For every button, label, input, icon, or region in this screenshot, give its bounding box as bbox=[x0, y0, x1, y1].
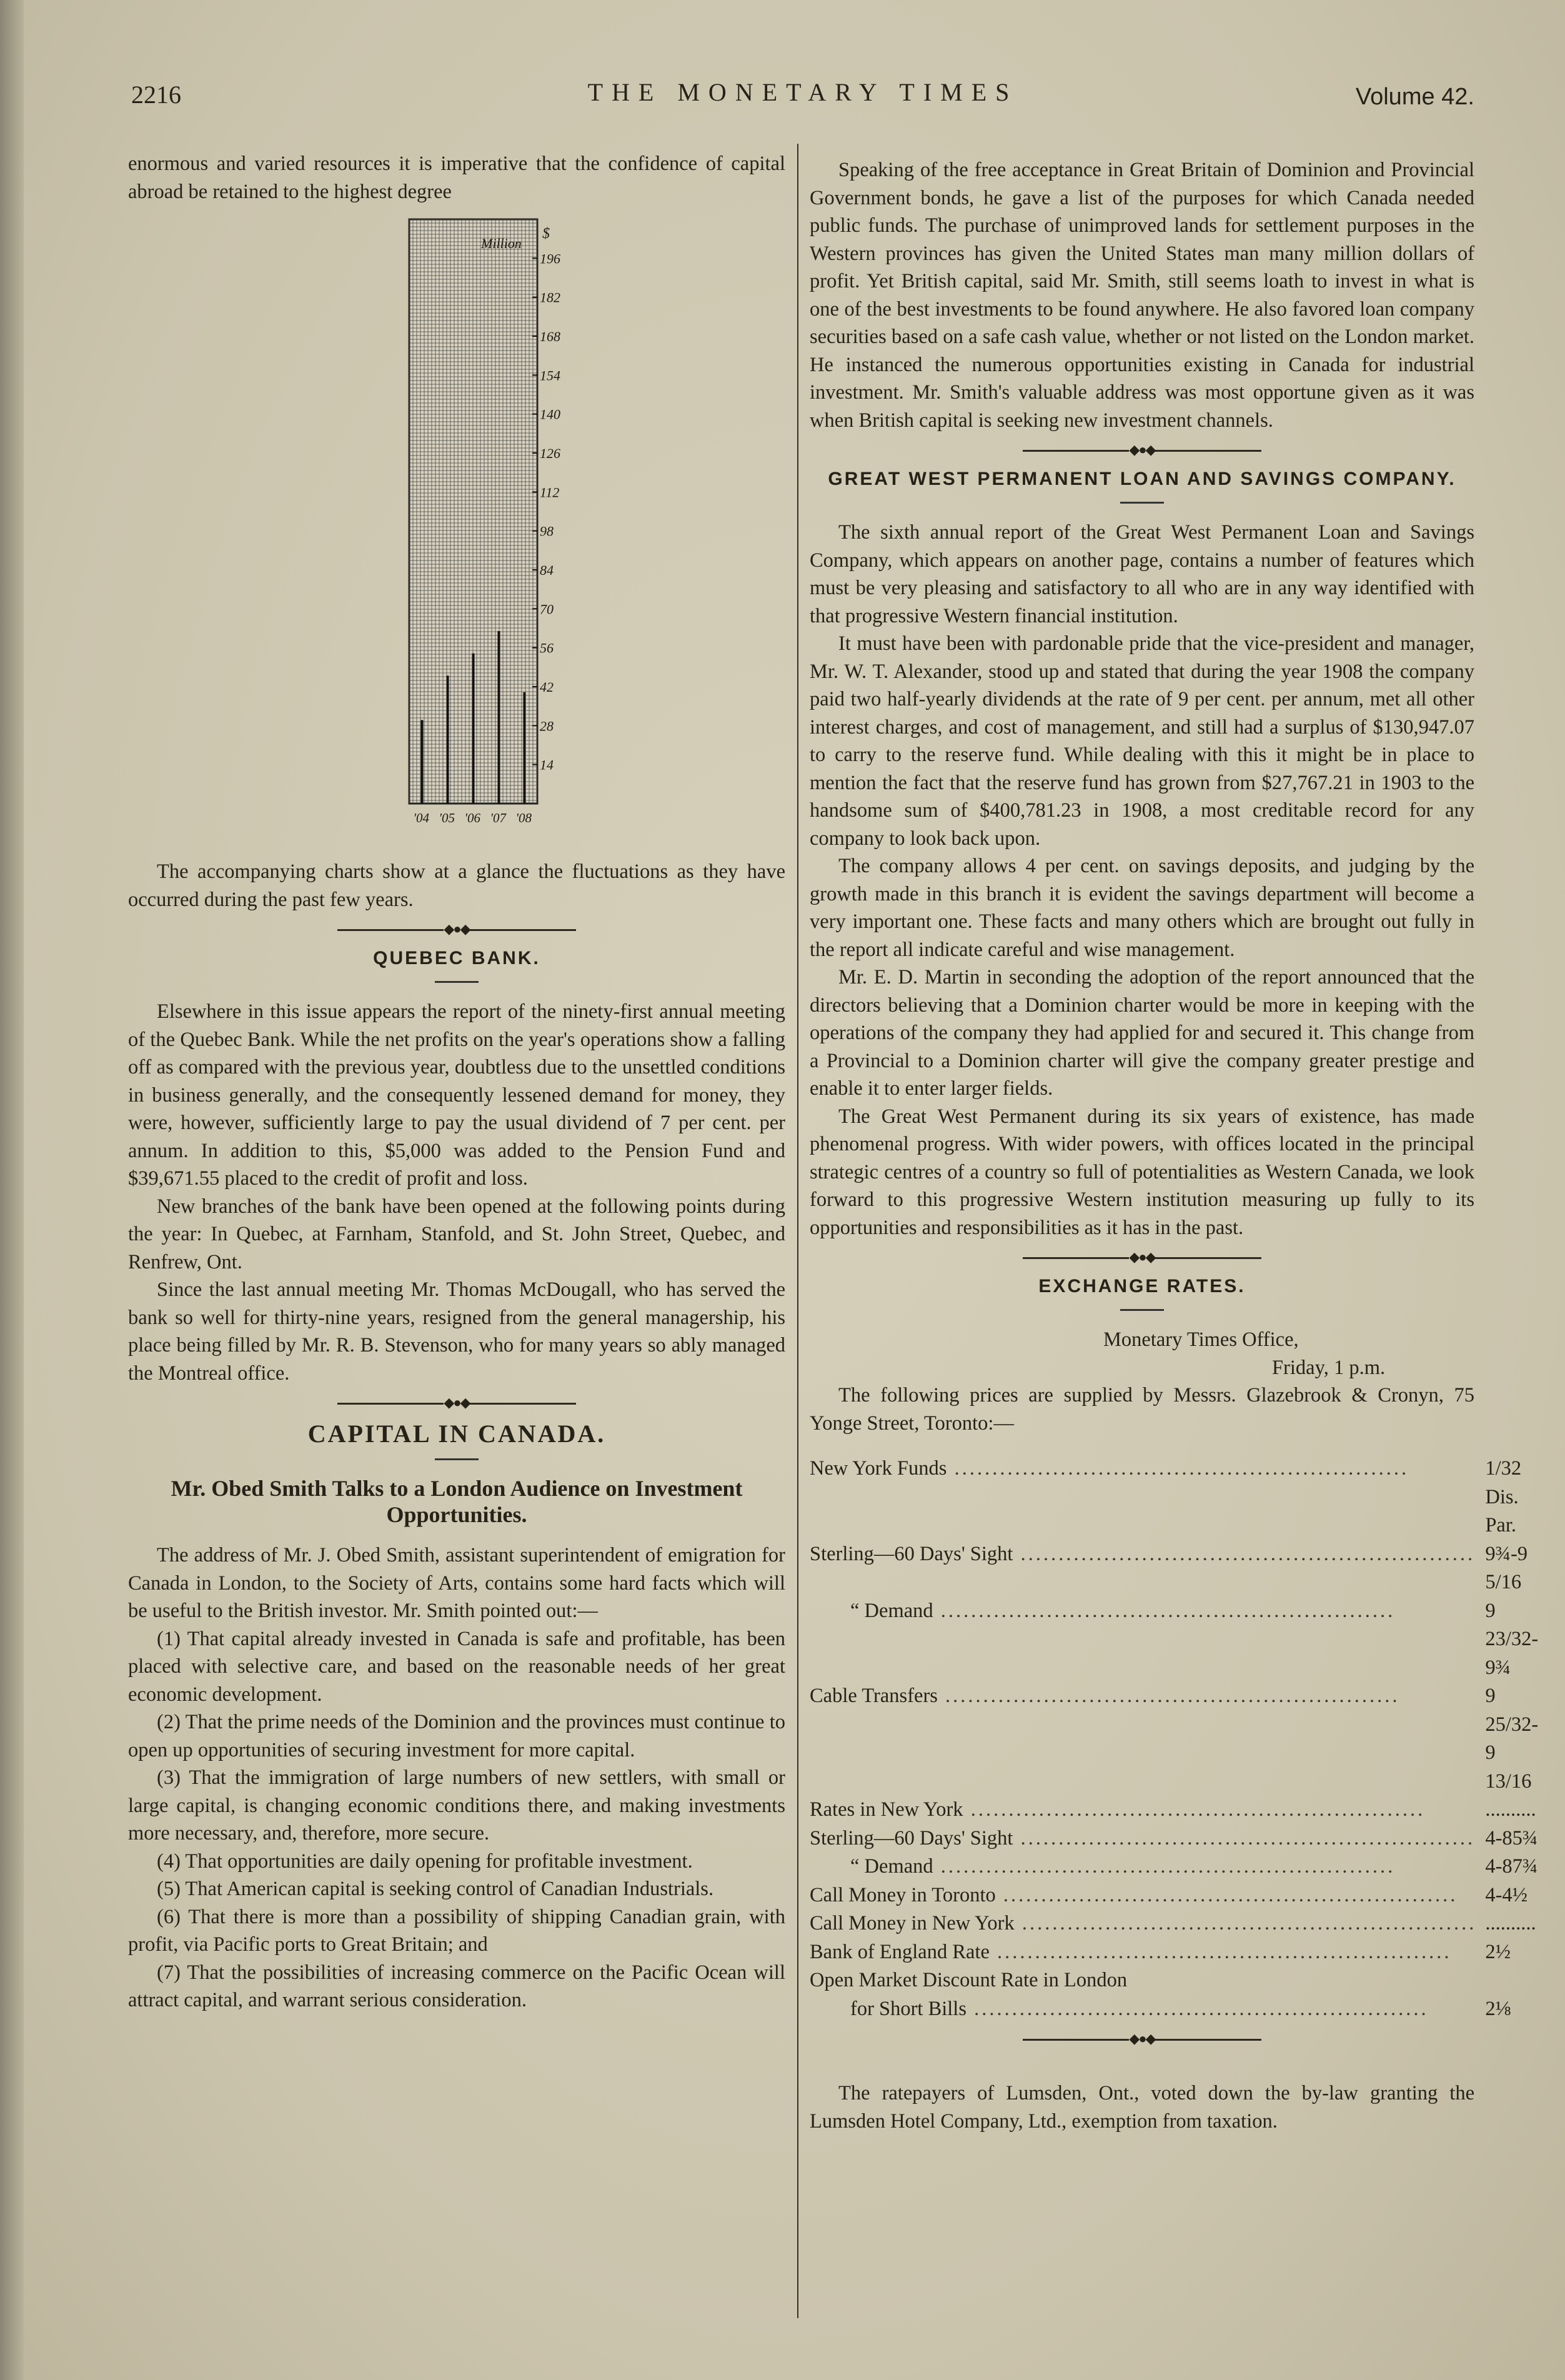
rate-value: 9 23/32-9¾ bbox=[1485, 1599, 1539, 1679]
exchange-heading: EXCHANGE RATES. bbox=[1038, 1276, 1246, 1297]
rate-value: .......... bbox=[1485, 1912, 1536, 1934]
x-tick-label: '06 bbox=[464, 810, 480, 825]
x-tick-label: '04 bbox=[413, 810, 429, 825]
intro-paragraph: enormous and varied resources it is imperative that the confidence of capital abroad be retained to the highest degree bbox=[128, 152, 785, 203]
y-tick-label: 28 bbox=[540, 718, 554, 734]
rate-label-text: for Short Bills bbox=[850, 1997, 966, 2020]
lumsden-paragraph: The ratepayers of Lumsden, Ont., voted down the by-law granting the Lumsden Hotel Company, Ltd., exemption from taxation. bbox=[810, 2082, 1474, 2133]
short-rule bbox=[435, 1458, 479, 1460]
y-tick-label: 56 bbox=[540, 640, 554, 656]
point-6: (6) That there is more than a possibility of shipping Canadian grain, with profit, via Pacific ports to Great Britain; and bbox=[128, 1905, 785, 1956]
rate-row bbox=[810, 1966, 1538, 1995]
point-1: (1) That capital already invested in Canada is safe and profitable, has been placed with selective care, and based on the reasonable needs of her great economic development. bbox=[128, 1627, 785, 1706]
binding-edge bbox=[0, 0, 24, 2380]
chart-title: Million bbox=[481, 236, 522, 251]
point-3: (3) That the immigration of large numbers of new settlers, with small or large capital, is changing economic conditions there, and making investments more necessary, and, therefore, more secure. bbox=[128, 1766, 785, 1845]
rate-label bbox=[810, 1966, 1476, 1995]
time-line: Friday, 1 p.m. bbox=[1272, 1356, 1386, 1379]
y-tick-label: 196 bbox=[540, 251, 560, 267]
leader-dots: ............................................................ bbox=[995, 1883, 1458, 1906]
rate-value: 4-4½ bbox=[1485, 1883, 1528, 1906]
masthead-title: THE MONETARY TIMES bbox=[587, 78, 1018, 106]
y-tick-label: 112 bbox=[540, 484, 560, 500]
point-5: (5) That American capital is seeking control of Canadian Industrials. bbox=[157, 1878, 714, 1900]
rate-label bbox=[810, 1881, 1476, 1910]
ornament-divider: ◆●◆ bbox=[810, 441, 1474, 459]
rate-row bbox=[810, 1995, 1538, 2024]
point-4: (4) That opportunities are daily opening for profitable investment. bbox=[157, 1850, 693, 1873]
column-divider bbox=[797, 144, 798, 2318]
point-7: (7) That the possibilities of increasing commerce on the Pacific Ocean will attract capital, and warrant serious consideration. bbox=[128, 1961, 785, 2011]
rate-label-text: Call Money in Toronto bbox=[810, 1883, 996, 1906]
y-tick-label: 168 bbox=[540, 329, 560, 344]
short-rule bbox=[435, 981, 479, 983]
left-column bbox=[128, 150, 785, 2014]
rate-value: 1/32 Dis. Par. bbox=[1485, 1457, 1522, 1536]
ornament-divider: ◆●◆ bbox=[128, 920, 785, 939]
right-column bbox=[810, 156, 1539, 2135]
rate-label bbox=[810, 1909, 1476, 1938]
rate-value: .......... bbox=[1485, 1798, 1536, 1821]
ornament-divider: ◆●◆ bbox=[128, 1393, 785, 1412]
rate-label-text: Cable Transfers bbox=[810, 1685, 938, 1707]
rate-value: 2½ bbox=[1485, 1940, 1511, 1963]
leader-dots: ............................................................ bbox=[1013, 1826, 1476, 1850]
rate-row bbox=[810, 1540, 1538, 1597]
quebec-paragraph-2: New branches of the bank have been opened at the following points during the year: In Quebec, at Farnham, Stanfold, and St. John Street, Quebec, and Renfrew, Ont. bbox=[128, 1195, 785, 1273]
quebec-paragraph-3: Since the last annual meeting Mr. Thomas McDougall, who has served the bank so well for thirty-nine years, resigned from the general managership, his place being filled by Mr. R. B. Stevenson, who for many years so ably managed the Montreal office. bbox=[128, 1278, 785, 1385]
y-tick-label: 42 bbox=[540, 679, 554, 695]
smith-continued: Speaking of the free acceptance in Great Britain of Dominion and Provincial Government bonds, he gave a list of the purposes for which Canada needed public funds. The purchase of unimproved lands for settlement purposes in the Western provinces has given the United States man many million dollars of profit. Yet British capital, said Mr. Smith, still seems loath to invest in what is one of the best investments to be found anywhere. He also favored loan company securities based on a safe cash value, whether or not listed on the London market. He instanced the numerous opportunities existing in Canada for industrial investment. Mr. Smith's valuable address was most opportune given as it was when British capital is seeking new investment channels. bbox=[810, 159, 1474, 432]
rate-label bbox=[810, 1796, 1476, 1825]
rate-label bbox=[810, 1682, 1476, 1796]
quebec-paragraph-1: Elsewhere in this issue appears the report of the ninety-first annual meeting of the Quebec Bank. While the net profits on the year's operations show a falling off as compared with the previous year, doubtless due to the unsettled conditions in business generally, and the consequently lessened demand for money, they were, however, sufficiently large to pay the usual dividend of 7 per cent. per annum. In addition to this, $5,000 was added to the Pension Fund and $39,671.55 placed to the credit of profit and loss. bbox=[128, 1000, 785, 1190]
capital-heading: CAPITAL IN CANADA. bbox=[307, 1420, 606, 1448]
leader-dots: ............................................................ bbox=[989, 1940, 1452, 1963]
x-tick-label: '05 bbox=[439, 810, 455, 825]
rate-label bbox=[810, 1825, 1476, 1853]
rate-label bbox=[810, 1597, 1476, 1683]
chart-svg bbox=[403, 213, 560, 844]
fluctuation-chart bbox=[403, 213, 560, 844]
short-rule bbox=[1120, 502, 1164, 504]
capital-paragraph: The address of Mr. J. Obed Smith, assistant superintendent of emigration for Canada in London, to the Society of Arts, contains some hard facts which will be useful to the British investor. Mr. Smith pointed out:— bbox=[128, 1544, 785, 1622]
short-rule bbox=[1120, 1309, 1164, 1311]
office-line: Monetary Times Office, bbox=[1103, 1328, 1299, 1351]
greatwest-paragraph-5: The Great West Permanent during its six years of existence, has made phenomenal progress. With wider powers, with offices located in the principal strategic centres of a country so full of potentialities as Western Canada, we look forward to this progressive Western institution measuring up fully to its opportunities and responsibilities as it has in the past. bbox=[810, 1105, 1474, 1239]
rate-label-text: Rates in New York bbox=[810, 1798, 963, 1821]
rate-row bbox=[810, 1853, 1538, 1881]
y-tick-label: 14 bbox=[540, 757, 554, 773]
y-tick-label: 84 bbox=[540, 562, 554, 578]
y-axis-label: $ bbox=[542, 226, 550, 242]
rate-label bbox=[810, 1938, 1476, 1967]
rate-label-text: Bank of England Rate bbox=[810, 1940, 990, 1963]
y-tick-label: 70 bbox=[540, 601, 554, 617]
rate-label bbox=[810, 1853, 1476, 1881]
rate-label-text: “ Demand bbox=[850, 1599, 933, 1622]
y-tick-label: 154 bbox=[540, 367, 560, 384]
point-2: (2) That the prime needs of the Dominion and the provinces must continue to open up opportunities of securing investment for more capital. bbox=[128, 1711, 785, 1761]
leader-dots: ............................................................ bbox=[937, 1685, 1400, 1707]
page-number: 2216 bbox=[131, 81, 181, 109]
chart-note: The accompanying charts show at a glance the fluctuations as they have occurred during the past few years. bbox=[128, 860, 785, 911]
ornament-divider: ◆●◆ bbox=[810, 2029, 1474, 2048]
capital-subheading: Mr. Obed Smith Talks to a London Audience on Investment Opportunities. bbox=[171, 1476, 743, 1527]
rate-label bbox=[810, 1455, 1476, 1540]
rate-value: 4-87¾ bbox=[1485, 1855, 1538, 1878]
leader-dots: ............................................................ bbox=[933, 1599, 1396, 1622]
exchange-intro: The following prices are supplied by Messrs. Glazebrook & Cronyn, 75 Yonge Street, Toronto:— bbox=[810, 1384, 1474, 1435]
volume-label: Volume 42. bbox=[1355, 84, 1474, 110]
greatwest-paragraph-4: Mr. E. D. Martin in seconding the adoption of the report announced that the directors believing that a Dominion charter would be more in keeping with the operations of the company they had applied for and secured it. This change from a Provincial to a Dominion charter will give the company greater prestige and enable it to enter larger fields. bbox=[810, 966, 1474, 1100]
rate-value: 4-85¾ bbox=[1485, 1826, 1538, 1850]
rate-label-text: Open Market Discount Rate in London bbox=[810, 1969, 1128, 1991]
rate-value bbox=[1476, 1966, 1538, 1995]
y-tick-label: 182 bbox=[540, 289, 560, 306]
rate-value: 9¾-9 5/16 bbox=[1485, 1542, 1528, 1593]
rate-row bbox=[810, 1455, 1538, 1540]
leader-dots: ............................................................ bbox=[966, 1997, 1429, 2020]
greatwest-paragraph-1: The sixth annual report of the Great West Permanent Loan and Savings Company, which appears on another page, contains a number of features which must be very pleasing and satisfactory to all who are in any way identified with that progressive Western financial institution. bbox=[810, 521, 1474, 627]
rate-label bbox=[810, 1540, 1476, 1597]
greatwest-paragraph-3: The company allows 4 per cent. on savings deposits, and judging by the growth made in this branch it is evident the savings department will become a very important one. These facts and many others which are brought out fully in the report all indicate careful and wise management. bbox=[810, 855, 1474, 961]
exchange-rates-table bbox=[810, 1455, 1538, 2023]
rate-label-text: Call Money in New York bbox=[810, 1912, 1015, 1934]
rate-row bbox=[810, 1909, 1538, 1938]
rate-label bbox=[810, 1995, 1476, 2024]
rate-value: 9 25/32-9 13/16 bbox=[1485, 1685, 1539, 1793]
page-header bbox=[131, 74, 1474, 130]
rate-value: 2⅛ bbox=[1485, 1997, 1511, 2020]
rate-row bbox=[810, 1682, 1538, 1796]
rate-row bbox=[810, 1825, 1538, 1853]
leader-dots: ............................................................ bbox=[963, 1798, 1426, 1821]
leader-dots: ............................................................ bbox=[1013, 1542, 1476, 1565]
rate-row bbox=[810, 1796, 1538, 1825]
ornament-divider: ◆●◆ bbox=[810, 1248, 1474, 1267]
leader-dots: ............................................................ bbox=[946, 1457, 1409, 1480]
rate-row bbox=[810, 1881, 1538, 1910]
x-tick-label: '08 bbox=[515, 810, 532, 825]
rate-label-text: Sterling—60 Days' Sight bbox=[810, 1826, 1013, 1850]
quebec-heading: QUEBEC BANK. bbox=[373, 948, 540, 968]
rate-row bbox=[810, 1938, 1538, 1967]
y-tick-label: 98 bbox=[540, 523, 554, 539]
leader-dots: ............................................................ bbox=[933, 1855, 1396, 1878]
greatwest-paragraph-2: It must have been with pardonable pride that the vice-president and manager, Mr. W. T. Alexander, stood up and stated that during the year 1908 the company paid two half-yearly dividends at the rate of 9 per cent. per annum, met all other interest charges, and cost of management, and still had a surplus of $130,947.07 to carry to the reserve fund. While dealing with this it might be in place to mention the fact that the reserve fund has grown from $27,767.21 in 1903 to the handsome sum of $400,781.23 in 1908, a most creditable record for any company to look back upon. bbox=[810, 632, 1474, 850]
x-tick-label: '07 bbox=[490, 810, 506, 825]
rate-label-text: “ Demand bbox=[850, 1855, 933, 1878]
greatwest-heading: GREAT WEST PERMANENT LOAN AND SAVINGS COMPANY. bbox=[828, 469, 1456, 489]
rate-row bbox=[810, 1597, 1538, 1683]
leader-dots: ............................................................ bbox=[1014, 1912, 1477, 1934]
y-tick-label: 126 bbox=[540, 446, 560, 461]
rate-label-text: Sterling—60 Days' Sight bbox=[810, 1542, 1013, 1565]
rate-label-text: New York Funds bbox=[810, 1457, 947, 1480]
y-tick-label: 140 bbox=[540, 406, 560, 422]
